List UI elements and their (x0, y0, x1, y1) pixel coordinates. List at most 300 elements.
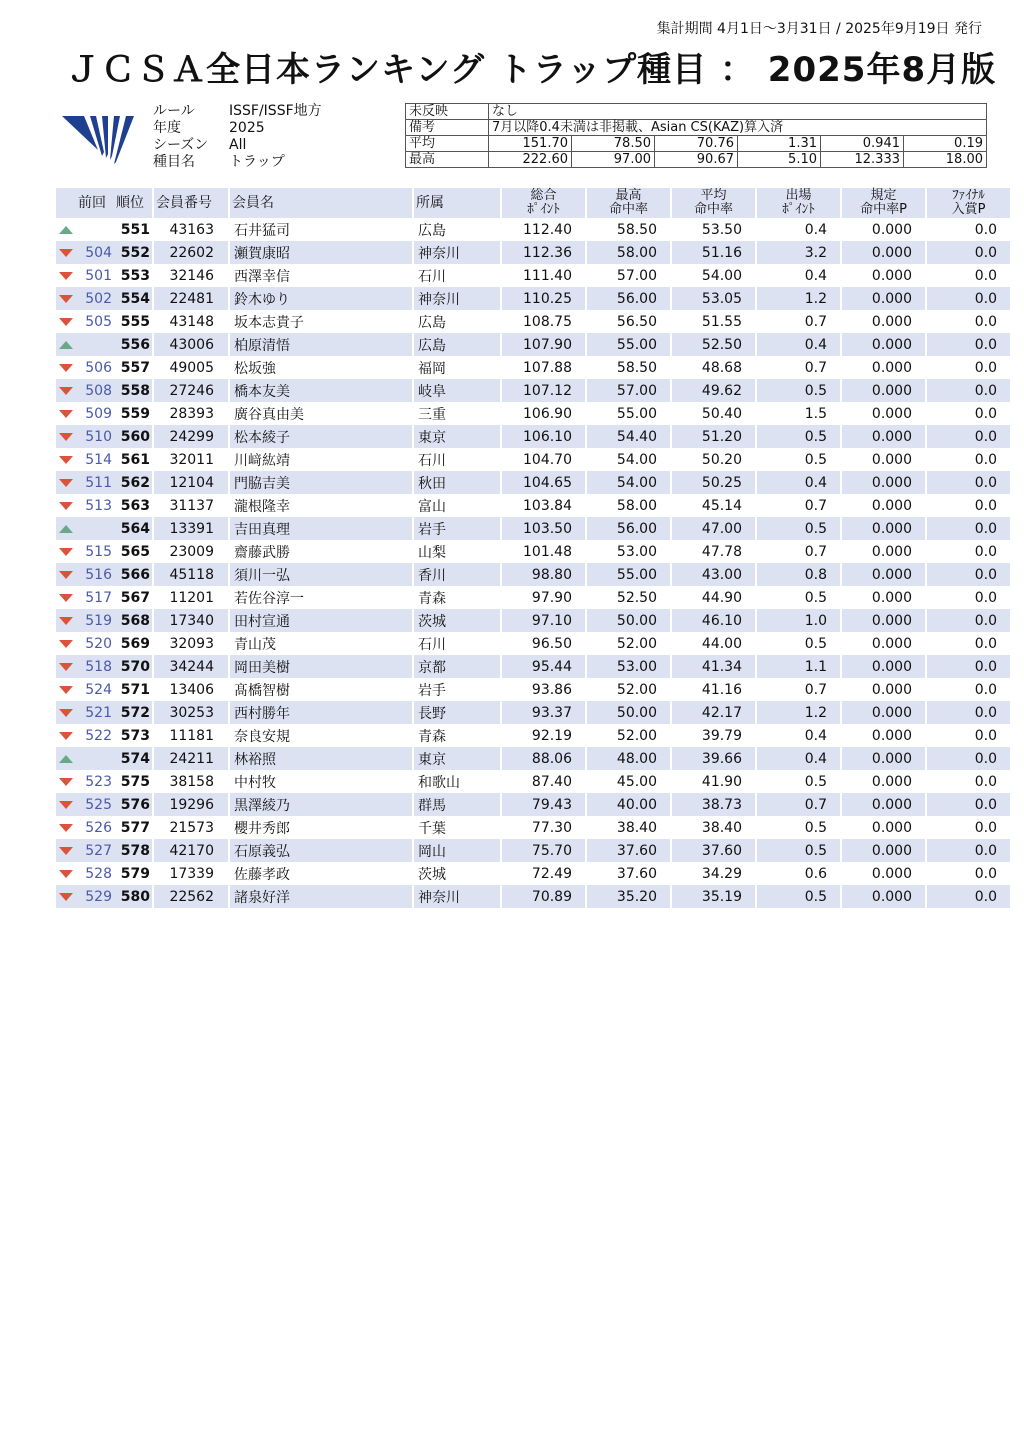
row-member-id: 38158 (152, 770, 228, 793)
table-row (56, 793, 1010, 816)
remarks-value: 7月以降0.4未満は非掲載、Asian CS(KAZ)算入済 (489, 120, 987, 136)
row-final-points: 0.0 (925, 885, 1010, 908)
row-prev: 518 (76, 655, 114, 678)
down-triangle-icon (59, 847, 73, 855)
row-prefecture: 京都 (412, 655, 500, 678)
row-member-id: 23009 (152, 540, 228, 563)
row-best-rate: 52.50 (585, 586, 670, 609)
row-final-points: 0.0 (925, 770, 1010, 793)
max-label: 最高 (406, 152, 489, 168)
ranking-header (56, 188, 1010, 218)
issue-line: 集計期間 4月1日〜3月31日 / 2025年9月19日 発行 (656, 21, 982, 37)
row-regulation-points: 0.000 (840, 425, 925, 448)
row-total-points: 88.06 (500, 747, 585, 770)
row-prev (76, 218, 114, 241)
row-regulation-points: 0.000 (840, 218, 925, 241)
row-best-rate: 56.50 (585, 310, 670, 333)
row-prefecture: 石川 (412, 632, 500, 655)
table-row (56, 701, 1010, 724)
row-prev: 529 (76, 885, 114, 908)
page-title: ＪＣＳＡ全日本ランキング トラップ種目 ： 2025年8月版 (66, 50, 997, 90)
row-rank: 555 (120, 313, 150, 330)
row-member-id: 24211 (152, 747, 228, 770)
row-trend (56, 310, 76, 333)
row-prev: 519 (76, 609, 114, 632)
row-regulation-points: 0.000 (840, 356, 925, 379)
max-reg: 12.333 (821, 152, 904, 168)
up-triangle-icon (59, 525, 73, 533)
header-entry-1: 出場 (785, 188, 812, 203)
avg-entry: 1.31 (738, 136, 821, 152)
row-entry-points: 0.5 (755, 379, 840, 402)
row-final-points: 0.0 (925, 816, 1010, 839)
row-avg-rate: 39.66 (670, 747, 755, 770)
row-final-points: 0.0 (925, 218, 1010, 241)
max-final: 18.00 (904, 152, 987, 168)
row-trend (56, 494, 76, 517)
row-best-rate: 53.00 (585, 655, 670, 678)
row-avg-rate: 54.00 (670, 264, 755, 287)
table-row (56, 517, 1010, 540)
row-trend (56, 218, 76, 241)
row-member-id: 11181 (152, 724, 228, 747)
row-trend (56, 241, 76, 264)
row-prefecture: 岩手 (412, 517, 500, 540)
row-regulation-points: 0.000 (840, 724, 925, 747)
row-regulation-points: 0.000 (840, 517, 925, 540)
down-triangle-icon (59, 410, 73, 418)
row-member-id: 22481 (152, 287, 228, 310)
row-final-points: 0.0 (925, 586, 1010, 609)
header-pref: 所属 (412, 188, 500, 218)
row-prefecture: 山梨 (412, 540, 500, 563)
row-avg-rate: 45.14 (670, 494, 755, 517)
ranking-table (56, 188, 1010, 908)
row-prev: 521 (76, 701, 114, 724)
row-prev: 511 (76, 471, 114, 494)
row-member-id: 24299 (152, 425, 228, 448)
row-avg-rate: 53.50 (670, 218, 755, 241)
table-row (56, 839, 1010, 862)
row-trend (56, 609, 76, 632)
row-member-id: 45118 (152, 563, 228, 586)
row-final-points: 0.0 (925, 724, 1010, 747)
row-total-points: 72.49 (500, 862, 585, 885)
row-trend (56, 839, 76, 862)
row-best-rate: 45.00 (585, 770, 670, 793)
row-trend (56, 816, 76, 839)
row-rank: 557 (120, 359, 150, 376)
row-prev: 522 (85, 727, 112, 744)
row-prefecture: 群馬 (412, 793, 500, 816)
row-regulation-points: 0.000 (840, 310, 925, 333)
row-final-points: 0.0 (925, 701, 1010, 724)
row-best-rate: 52.00 (585, 632, 670, 655)
row-member-name: 吉田真理 (228, 517, 412, 540)
row-avg-rate: 35.19 (670, 885, 755, 908)
table-row (56, 471, 1010, 494)
row-best-rate: 52.00 (585, 724, 670, 747)
row-trend (56, 333, 76, 356)
row-rank: 574 (114, 747, 152, 770)
row-prefecture: 東京 (412, 425, 500, 448)
row-trend (56, 747, 76, 770)
row-regulation-points: 0.000 (840, 563, 925, 586)
row-trend (56, 724, 76, 747)
row-member-name: 青山茂 (228, 632, 412, 655)
row-total-points: 108.75 (500, 310, 585, 333)
down-triangle-icon (59, 594, 73, 602)
meta-value: All (229, 137, 247, 153)
row-prefecture: 石川 (412, 264, 500, 287)
header-final-1: ﾌｧｲﾅﾙ (952, 188, 985, 203)
meta-label: シーズン (153, 137, 209, 153)
row-rank: 579 (120, 865, 150, 882)
row-rank: 552 (114, 241, 152, 264)
row-avg-rate: 51.16 (670, 241, 755, 264)
row-prev: 509 (85, 405, 112, 422)
row-member-name: 松本綾子 (228, 425, 412, 448)
row-best-rate: 58.50 (585, 218, 670, 241)
row-trend (56, 517, 76, 540)
row-prev: 515 (85, 543, 112, 560)
table-row (56, 885, 1010, 908)
row-best-rate: 48.00 (585, 747, 670, 770)
row-final-points: 0.0 (925, 747, 1010, 770)
row-member-name: 鈴木ゆり (228, 287, 412, 310)
down-triangle-icon (59, 617, 73, 625)
row-final-points: 0.0 (925, 287, 1010, 310)
row-rank: 572 (114, 701, 152, 724)
row-regulation-points: 0.000 (840, 609, 925, 632)
row-rank: 563 (120, 497, 150, 514)
meta-label: ルール (153, 103, 195, 119)
row-member-name: 廣谷真由美 (228, 402, 412, 425)
down-triangle-icon (59, 479, 73, 487)
row-total-points: 103.84 (500, 494, 585, 517)
row-member-name: 坂本志貴子 (228, 310, 412, 333)
row-best-rate: 50.00 (585, 609, 670, 632)
row-total-points: 87.40 (500, 770, 585, 793)
row-total-points: 79.43 (500, 793, 585, 816)
row-final-points: 0.0 (925, 517, 1010, 540)
row-prefecture: 広島 (412, 333, 500, 356)
row-total-points: 106.10 (500, 425, 585, 448)
meta-value: 2025 (229, 120, 265, 136)
row-prev: 504 (76, 241, 114, 264)
row-trend (56, 287, 76, 310)
max-avg: 90.67 (655, 152, 738, 168)
row-member-id: 42170 (152, 839, 228, 862)
header-entry (755, 188, 840, 218)
row-member-name: 林裕照 (228, 747, 412, 770)
row-entry-points: 0.4 (755, 333, 840, 356)
row-member-id: 34244 (152, 655, 228, 678)
row-member-id: 22562 (152, 885, 228, 908)
table-row (56, 655, 1010, 678)
row-avg-rate: 52.50 (670, 333, 755, 356)
row-prev: 525 (76, 793, 114, 816)
row-member-id: 11201 (152, 586, 228, 609)
row-entry-points: 1.1 (755, 655, 840, 678)
row-regulation-points: 0.000 (840, 402, 925, 425)
table-row (56, 563, 1010, 586)
row-avg-rate: 38.40 (670, 816, 755, 839)
row-entry-points: 0.7 (755, 494, 840, 517)
header-reg-2: 命中率P (860, 202, 907, 217)
row-rank: 556 (114, 333, 152, 356)
row-best-rate: 55.00 (585, 333, 670, 356)
row-total-points: 77.30 (500, 816, 585, 839)
table-row (56, 724, 1010, 747)
header-avg-1: 平均 (700, 188, 727, 203)
down-triangle-icon (59, 272, 73, 280)
row-prev (76, 517, 114, 540)
max-total: 222.60 (489, 152, 572, 168)
row-prefecture: 長野 (412, 701, 500, 724)
row-regulation-points: 0.000 (840, 747, 925, 770)
row-best-rate: 54.00 (585, 448, 670, 471)
row-prefecture: 秋田 (412, 471, 500, 494)
row-entry-points: 0.5 (755, 885, 840, 908)
row-best-rate: 57.00 (585, 264, 670, 287)
row-member-id: 43006 (152, 333, 228, 356)
row-final-points: 0.0 (925, 333, 1010, 356)
row-best-rate: 58.00 (585, 494, 670, 517)
row-trend (56, 264, 76, 287)
row-regulation-points: 0.000 (840, 241, 925, 264)
row-prev (76, 333, 114, 356)
row-final-points: 0.0 (925, 241, 1010, 264)
table-row (56, 356, 1010, 379)
row-prefecture: 千葉 (412, 816, 500, 839)
row-rank: 562 (114, 471, 152, 494)
row-trend (56, 586, 76, 609)
remarks-label: 備考 (406, 120, 489, 136)
header-rank: 順位 (114, 188, 152, 218)
header-name: 会員名 (228, 188, 412, 218)
up-triangle-icon (59, 341, 73, 349)
row-prefecture: 神奈川 (412, 287, 500, 310)
down-triangle-icon (59, 318, 73, 326)
row-prefecture: 富山 (412, 494, 500, 517)
row-best-rate: 52.00 (585, 678, 670, 701)
row-entry-points: 0.5 (755, 839, 840, 862)
row-total-points: 106.90 (500, 402, 585, 425)
row-member-id: 31137 (152, 494, 228, 517)
row-rank: 567 (120, 589, 150, 606)
down-triangle-icon (59, 548, 73, 556)
table-row (56, 333, 1010, 356)
row-prefecture: 広島 (412, 310, 500, 333)
row-total-points: 107.12 (500, 379, 585, 402)
row-prev: 523 (85, 773, 112, 790)
header-trend (56, 188, 76, 218)
row-trend (56, 563, 76, 586)
row-prefecture: 広島 (412, 218, 500, 241)
row-regulation-points: 0.000 (840, 264, 925, 287)
row-rank: 554 (114, 287, 152, 310)
row-avg-rate: 34.29 (670, 862, 755, 885)
row-entry-points: 0.4 (755, 724, 840, 747)
row-member-name: 佐藤孝政 (228, 862, 412, 885)
row-final-points: 0.0 (925, 839, 1010, 862)
row-best-rate: 38.40 (585, 816, 670, 839)
row-final-points: 0.0 (925, 379, 1010, 402)
row-prefecture: 和歌山 (412, 770, 500, 793)
row-rank: 578 (114, 839, 152, 862)
row-member-name: 石井猛司 (228, 218, 412, 241)
row-total-points: 103.50 (500, 517, 585, 540)
row-total-points: 111.40 (500, 264, 585, 287)
row-prev: 501 (85, 267, 112, 284)
row-trend (56, 678, 76, 701)
row-regulation-points: 0.000 (840, 885, 925, 908)
row-prev: 510 (76, 425, 114, 448)
row-total-points: 96.50 (500, 632, 585, 655)
row-best-rate: 54.00 (585, 471, 670, 494)
down-triangle-icon (59, 456, 73, 464)
row-prev (76, 747, 114, 770)
row-member-name: 瀬賀康昭 (228, 241, 412, 264)
row-avg-rate: 41.16 (670, 678, 755, 701)
up-triangle-icon (59, 755, 73, 763)
avg-avg: 70.76 (655, 136, 738, 152)
row-best-rate: 57.00 (585, 379, 670, 402)
row-entry-points: 0.6 (755, 862, 840, 885)
row-best-rate: 55.00 (585, 563, 670, 586)
avg-final: 0.19 (904, 136, 987, 152)
row-member-id: 19296 (152, 793, 228, 816)
row-total-points: 97.90 (500, 586, 585, 609)
row-total-points: 104.70 (500, 448, 585, 471)
row-member-id: 32146 (152, 264, 228, 287)
header-total (500, 188, 585, 218)
row-avg-rate: 44.90 (670, 586, 755, 609)
row-regulation-points: 0.000 (840, 632, 925, 655)
row-final-points: 0.0 (925, 471, 1010, 494)
row-regulation-points: 0.000 (840, 333, 925, 356)
row-member-id: 17340 (152, 609, 228, 632)
row-total-points: 75.70 (500, 839, 585, 862)
table-row (56, 632, 1010, 655)
row-trend (56, 402, 76, 425)
row-avg-rate: 41.90 (670, 770, 755, 793)
row-member-name: 若佐谷淳一 (228, 586, 412, 609)
row-entry-points: 0.5 (755, 517, 840, 540)
row-avg-rate: 46.10 (670, 609, 755, 632)
row-member-name: 川﨑紘靖 (228, 448, 412, 471)
row-entry-points: 0.5 (755, 632, 840, 655)
row-prev: 520 (85, 635, 112, 652)
row-total-points: 112.40 (500, 218, 585, 241)
table-row (56, 379, 1010, 402)
row-member-name: 西村勝年 (228, 701, 412, 724)
row-avg-rate: 50.25 (670, 471, 755, 494)
row-rank: 560 (114, 425, 152, 448)
row-trend (56, 632, 76, 655)
row-prefecture: 神奈川 (412, 241, 500, 264)
row-prefecture: 石川 (412, 448, 500, 471)
row-trend (56, 885, 76, 908)
header-final (925, 188, 1010, 218)
row-rank: 568 (114, 609, 152, 632)
row-member-name: 齋藤武勝 (228, 540, 412, 563)
table-row (56, 425, 1010, 448)
row-member-name: 中村牧 (228, 770, 412, 793)
row-rank: 573 (120, 727, 150, 744)
avg-label: 平均 (406, 136, 489, 152)
row-member-id: 13391 (152, 517, 228, 540)
down-triangle-icon (59, 433, 73, 441)
down-triangle-icon (59, 640, 73, 648)
row-avg-rate: 48.68 (670, 356, 755, 379)
row-best-rate: 50.00 (585, 701, 670, 724)
row-final-points: 0.0 (925, 563, 1010, 586)
row-rank: 577 (120, 819, 150, 836)
row-member-name: 橋本友美 (228, 379, 412, 402)
row-entry-points: 1.2 (755, 701, 840, 724)
row-prefecture: 青森 (412, 586, 500, 609)
row-total-points: 104.65 (500, 471, 585, 494)
row-regulation-points: 0.000 (840, 655, 925, 678)
down-triangle-icon (59, 824, 73, 832)
meta-row (153, 103, 322, 120)
row-entry-points: 0.5 (755, 425, 840, 448)
row-prefecture: 青森 (412, 724, 500, 747)
row-final-points: 0.0 (925, 609, 1010, 632)
row-rank: 564 (114, 517, 152, 540)
row-trend (56, 471, 76, 494)
down-triangle-icon (59, 387, 73, 395)
row-total-points: 110.25 (500, 287, 585, 310)
row-member-id: 27246 (152, 379, 228, 402)
row-member-name: 西澤幸信 (228, 264, 412, 287)
row-regulation-points: 0.000 (840, 586, 925, 609)
row-member-name: 櫻井秀郎 (228, 816, 412, 839)
row-avg-rate: 42.17 (670, 701, 755, 724)
row-final-points: 0.0 (925, 862, 1010, 885)
row-trend (56, 862, 76, 885)
row-entry-points: 0.4 (755, 218, 840, 241)
table-row (56, 678, 1010, 701)
row-entry-points: 0.7 (755, 310, 840, 333)
header-entry-2: ﾎﾟｲﾝﾄ (782, 202, 815, 217)
row-avg-rate: 51.55 (670, 310, 755, 333)
row-member-name: 柏原清悟 (228, 333, 412, 356)
row-entry-points: 1.5 (755, 402, 840, 425)
row-avg-rate: 39.79 (670, 724, 755, 747)
down-triangle-icon (59, 801, 73, 809)
row-prefecture: 茨城 (412, 609, 500, 632)
down-triangle-icon (59, 571, 73, 579)
row-avg-rate: 50.20 (670, 448, 755, 471)
header-total-1: 総合 (530, 188, 557, 203)
down-triangle-icon (59, 778, 73, 786)
row-avg-rate: 47.78 (670, 540, 755, 563)
row-prev: 502 (76, 287, 114, 310)
row-member-name: 松坂強 (228, 356, 412, 379)
row-entry-points: 0.7 (755, 540, 840, 563)
row-rank: 575 (120, 773, 150, 790)
row-regulation-points: 0.000 (840, 540, 925, 563)
row-total-points: 101.48 (500, 540, 585, 563)
row-prev: 514 (85, 451, 112, 468)
row-regulation-points: 0.000 (840, 816, 925, 839)
row-prev: 508 (76, 379, 114, 402)
row-regulation-points: 0.000 (840, 287, 925, 310)
row-final-points: 0.0 (925, 632, 1010, 655)
